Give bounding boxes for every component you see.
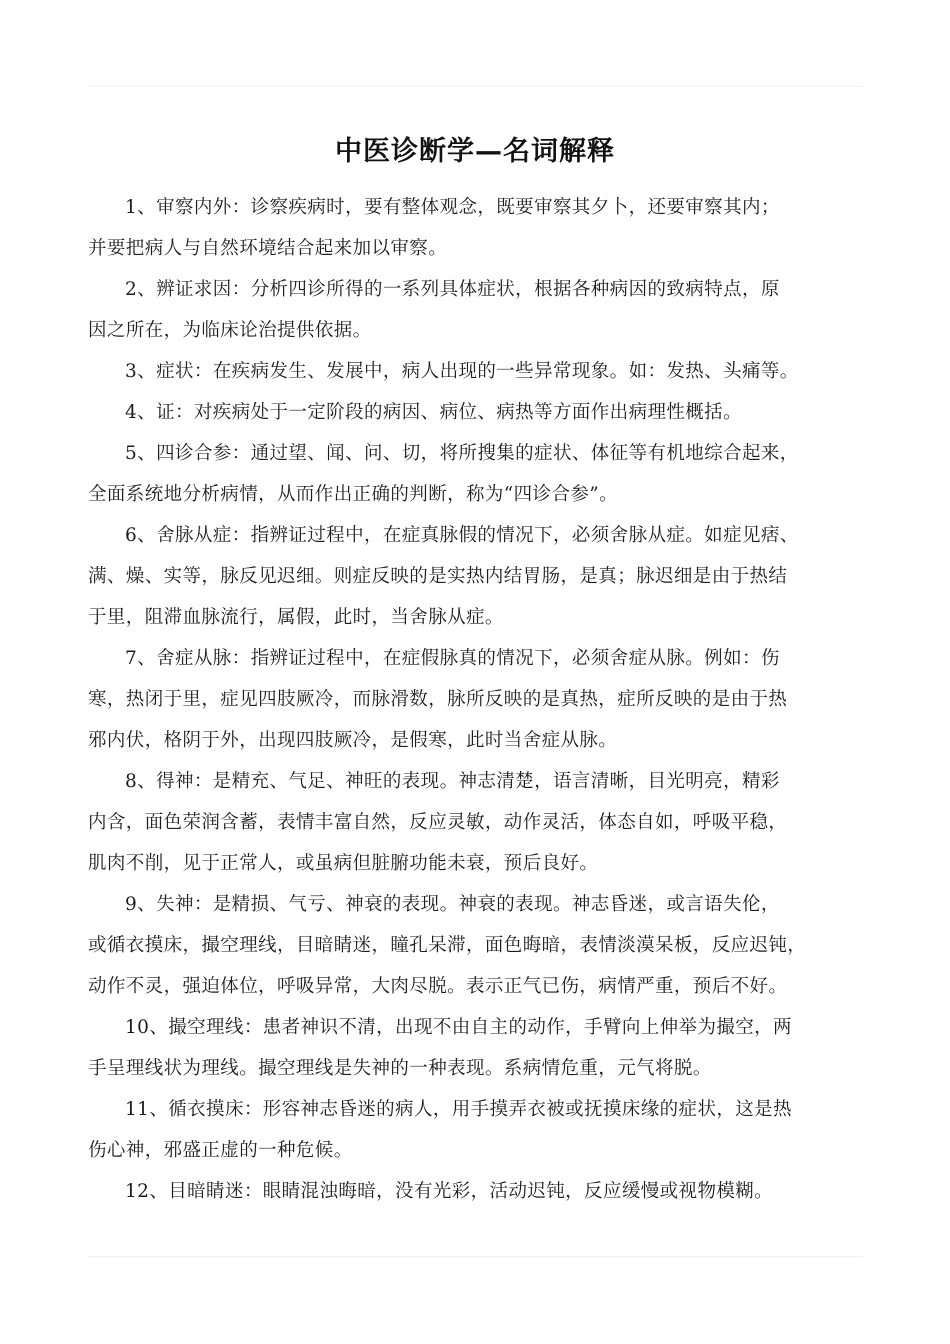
entry-line: 邪内伏，格阴于外，出现四肢厥冷，是假寒，此时当舍症从脉。 bbox=[88, 730, 618, 751]
entry-line: 1、审察内外：诊察疾病时，要有整体观念，既要审察其夕卜，还要审察其内； bbox=[125, 197, 780, 218]
entry-line: 2、辨证求因：分析四诊所得的一系列具体症状，根据各种病因的致病特点，原 bbox=[125, 279, 780, 300]
entry-line: 满、燥、实等，脉反见迟细。则症反映的是实热内结胃肠，是真；脉迟细是由于热结 bbox=[88, 566, 788, 587]
entry-line: 6、舍脉从症：指辨证过程中，在症真脉假的情况下，必须舍脉从症。如症见痞、 bbox=[125, 525, 799, 546]
entry-line: 12、目暗睛迷：眼睛混浊晦暗，没有光彩，活动迟钝，反应缓慢或视物模糊。 bbox=[125, 1181, 774, 1202]
entry-line: 动作不灵，强迫体位，呼吸异常，大肉尽脱。表示正气已伤，病情严重，预后不好。 bbox=[88, 976, 788, 997]
page-footer-rule bbox=[88, 1256, 863, 1257]
entry-line: 伤心神，邪盛正虚的一种危候。 bbox=[88, 1140, 353, 1161]
glossary-entry bbox=[88, 638, 878, 761]
glossary-list bbox=[88, 187, 878, 1212]
glossary-entry bbox=[88, 1007, 878, 1089]
glossary-entry bbox=[88, 884, 878, 1007]
entry-line: 9、失神：是精损、气亏、神衰的表现。神衰的表现。神志昏迷，或言语失伦， bbox=[125, 894, 780, 915]
page-title: 中医诊断学—名词解释 bbox=[335, 136, 615, 168]
entry-line: 8、得神：是精充、气足、神旺的表现。神志清楚，语言清晰，目光明亮，精彩 bbox=[125, 771, 780, 792]
entry-line: 3、症状：在疾病发生、发展中，病人出现的一些异常现象。如：发热、头痛等。 bbox=[125, 361, 799, 382]
glossary-entry bbox=[88, 187, 878, 269]
glossary-entry bbox=[88, 515, 878, 638]
glossary-entry bbox=[88, 392, 878, 433]
entry-line: 因之所在，为临床论治提供依据。 bbox=[88, 320, 372, 341]
entry-line: 或循衣摸床，撮空理线，目暗睛迷，瞳孔呆滞，面色晦暗，表情淡漠呆板，反应迟钝， bbox=[88, 935, 807, 956]
page-header-rule bbox=[88, 86, 863, 87]
entry-line: 4、证：对疾病处于一定阶段的病因、病位、病热等方面作出病理性概括。 bbox=[125, 402, 742, 423]
entry-line: 全面系统地分析病情，从而作出正确的判断，称为“四诊合参”。 bbox=[88, 484, 619, 505]
entry-line: 寒，热闭于里，症见四肢厥冷，而脉滑数，脉所反映的是真热，症所反映的是由于热 bbox=[88, 689, 788, 710]
entry-line: 11、循衣摸床：形容神志昏迷的病人，用手摸弄衣被或抚摸床缘的症状，这是热 bbox=[125, 1099, 792, 1120]
entry-line: 肌肉不削，见于正常人，或虽病但脏腑功能未衰，预后良好。 bbox=[88, 853, 599, 874]
glossary-entry bbox=[88, 433, 878, 515]
glossary-entry bbox=[88, 351, 878, 392]
glossary-entry bbox=[88, 269, 878, 351]
entry-line: 10、撮空理线：患者神识不清，出现不由自主的动作，手臂向上伸举为撮空，两 bbox=[125, 1017, 792, 1038]
glossary-entry bbox=[88, 761, 878, 884]
glossary-entry bbox=[88, 1171, 878, 1212]
entry-line: 并要把病人与自然环境结合起来加以审察。 bbox=[88, 238, 448, 259]
entry-line: 于里，阻滞血脉流行，属假，此时，当舍脉从症。 bbox=[88, 607, 504, 628]
glossary-entry bbox=[88, 1089, 878, 1171]
entry-line: 手呈理线状为理线。撮空理线是失神的一种表现。系病情危重，元气将脱。 bbox=[88, 1058, 712, 1079]
entry-line: 5、四诊合参：通过望、闻、问、切，将所搜集的症状、体征等有机地综合起来， bbox=[125, 443, 799, 464]
entry-line: 7、舍症从脉：指辨证过程中，在症假脉真的情况下，必须舍症从脉。例如：伤 bbox=[125, 648, 780, 669]
entry-line: 内含，面色荣润含蓄，表情丰富自然，反应灵敏，动作灵活，体态自如，呼吸平稳， bbox=[88, 812, 788, 833]
